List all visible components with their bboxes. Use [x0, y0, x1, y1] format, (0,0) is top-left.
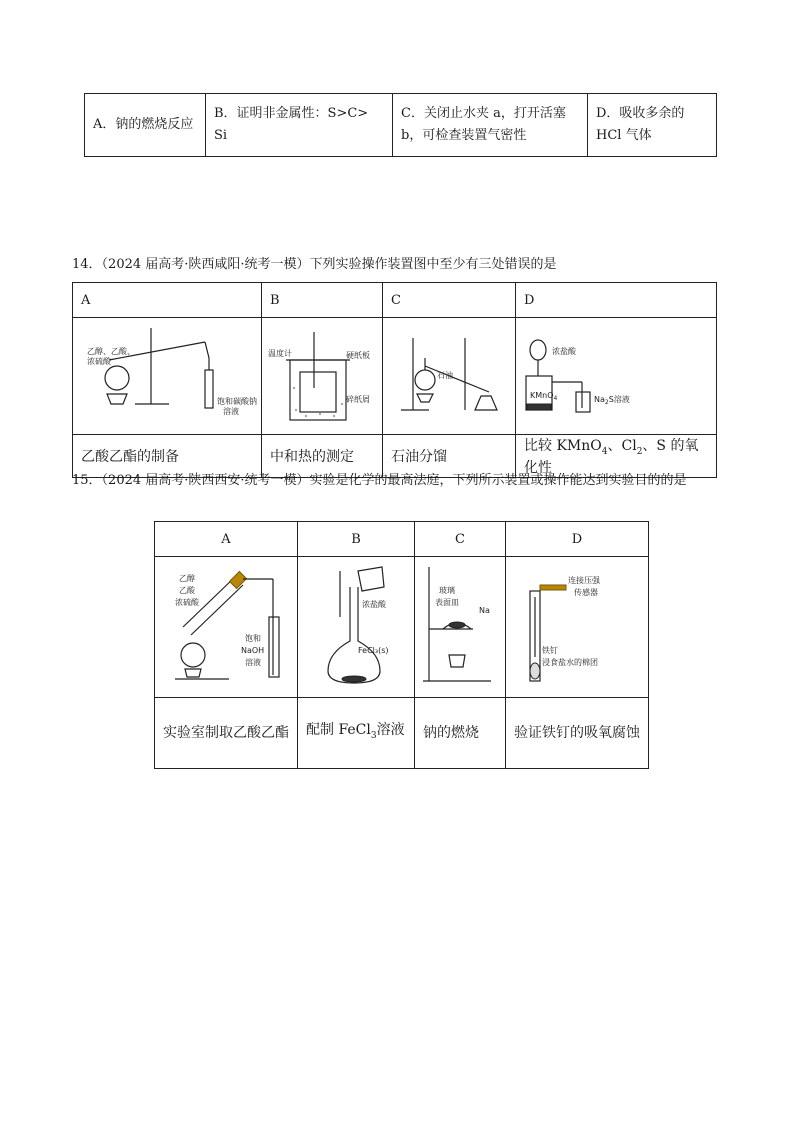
q14d-label-3: $Na_2S$溶液	[594, 395, 630, 406]
q15-stem	[72, 470, 732, 492]
q15-header-c: C	[415, 522, 506, 557]
q15d-label-4: 浸食盐水的棉团	[542, 658, 598, 667]
q14-caption-b: 中和热的测定	[262, 435, 383, 478]
q15a-label-6: 溶液	[245, 658, 261, 667]
q15-caption-b: 配制 FeCl$_3$溶液	[298, 698, 415, 769]
q14a-label-4: 溶液	[223, 407, 239, 416]
q15d-label-2: 传感器	[574, 588, 598, 597]
q14-number: 14．	[72, 257, 102, 272]
q15a-label-2: 乙酸	[179, 586, 195, 595]
q15c-label-1: 玻璃	[439, 586, 455, 595]
q13-option-b: B．证明非金属性：S>C> Si	[206, 94, 393, 157]
q15-header-a: A	[155, 522, 298, 557]
q14d-label-2: KMnO$_4$	[530, 391, 558, 402]
q14b-label-1: 温度计	[268, 349, 292, 358]
q14-text: 下列实验操作装置图中至少有三处错误的是	[309, 257, 557, 272]
q15-table	[154, 521, 649, 769]
q14-header-a: A	[73, 283, 262, 318]
q15b-label-2: FeCl₃(s)	[358, 646, 389, 655]
distillation-figure	[383, 318, 515, 434]
q15-source: （2024 届高考·陕西西安·统考一模）	[101, 473, 310, 488]
volumetric-flask-figure	[298, 557, 414, 697]
q13-option-d: D．吸收多余的 HCl 气体	[588, 94, 717, 157]
sodium-combustion-figure	[415, 557, 505, 697]
q14-figure-d	[516, 318, 717, 435]
q14b-label-2: 硬纸板	[346, 351, 370, 360]
q15-figure-a	[155, 557, 298, 698]
q15-header-d: D	[506, 522, 649, 557]
q14b-label-3: 碎纸屑	[346, 395, 370, 404]
q14-caption-a: 乙酸乙酯的制备	[73, 435, 262, 478]
q14a-label-2: 浓硫酸	[87, 357, 111, 366]
oxidizer-compare-figure	[516, 318, 716, 434]
q15c-label-2: 表面皿	[435, 598, 459, 607]
q15a-label-1: 乙醇	[179, 574, 195, 583]
q15a-label-4: 饱和	[245, 634, 261, 643]
q13-option-c: C．关闭止水夹 a，打开活塞 b，可检查装置气密性	[393, 94, 588, 157]
q14-header-c: C	[383, 283, 516, 318]
q15c-label-3: Na	[479, 606, 490, 615]
q14-stem	[72, 254, 557, 276]
q15a-label-5: NaOH	[241, 646, 265, 655]
ethyl-acetate-apparatus-figure	[155, 557, 297, 697]
calorimeter-figure	[262, 318, 382, 434]
q14-figure-a	[73, 318, 262, 435]
q14-source: （2024 届高考·陕西咸阳·统考一模）	[101, 257, 310, 272]
q14-caption-d: 比较 KMnO$_4$、$Cl_2$、S 的氧化性	[516, 435, 717, 478]
iron-nail-corrosion-figure	[506, 557, 648, 697]
q15-text: 实验是化学的最高法庭，下列所示装置或操作能达到实验目的的是	[309, 473, 687, 488]
q14-figure-c	[383, 318, 516, 435]
q15-number: 15．	[72, 473, 102, 488]
q15-figure-c	[415, 557, 506, 698]
q15-figure-b	[298, 557, 415, 698]
q15-caption-c: 钠的燃烧	[415, 698, 506, 769]
q15d-label-3: 铁钉	[542, 646, 558, 655]
q14-table	[72, 282, 717, 478]
q14-header-d: D	[516, 283, 717, 318]
q14-header-b: B	[262, 283, 383, 318]
q15-figure-d	[506, 557, 649, 698]
q14-caption-c: 石油分馏	[383, 435, 516, 478]
q13-options-table	[84, 93, 717, 157]
q15-header-b: B	[298, 522, 415, 557]
q15b-label-1: 浓盐酸	[362, 600, 386, 609]
q15d-label-1: 连接压强	[568, 576, 600, 585]
q15a-label-3: 浓硫酸	[175, 598, 199, 607]
q14d-label-1: 浓盐酸	[552, 347, 576, 356]
q14a-label-1: 乙醇、乙酸、	[87, 347, 135, 356]
q15-caption-d: 验证铁钉的吸氧腐蚀	[506, 698, 649, 769]
ester-prep-apparatus-figure	[73, 318, 261, 434]
q15-caption-a: 实验室制取乙酸乙酯	[155, 698, 298, 769]
q14c-label-1: 石油	[437, 371, 453, 380]
q13-option-a: A．钠的燃烧反应	[85, 94, 206, 157]
q14a-label-3: 饱和碳酸钠	[217, 397, 257, 406]
q14-figure-b	[262, 318, 383, 435]
